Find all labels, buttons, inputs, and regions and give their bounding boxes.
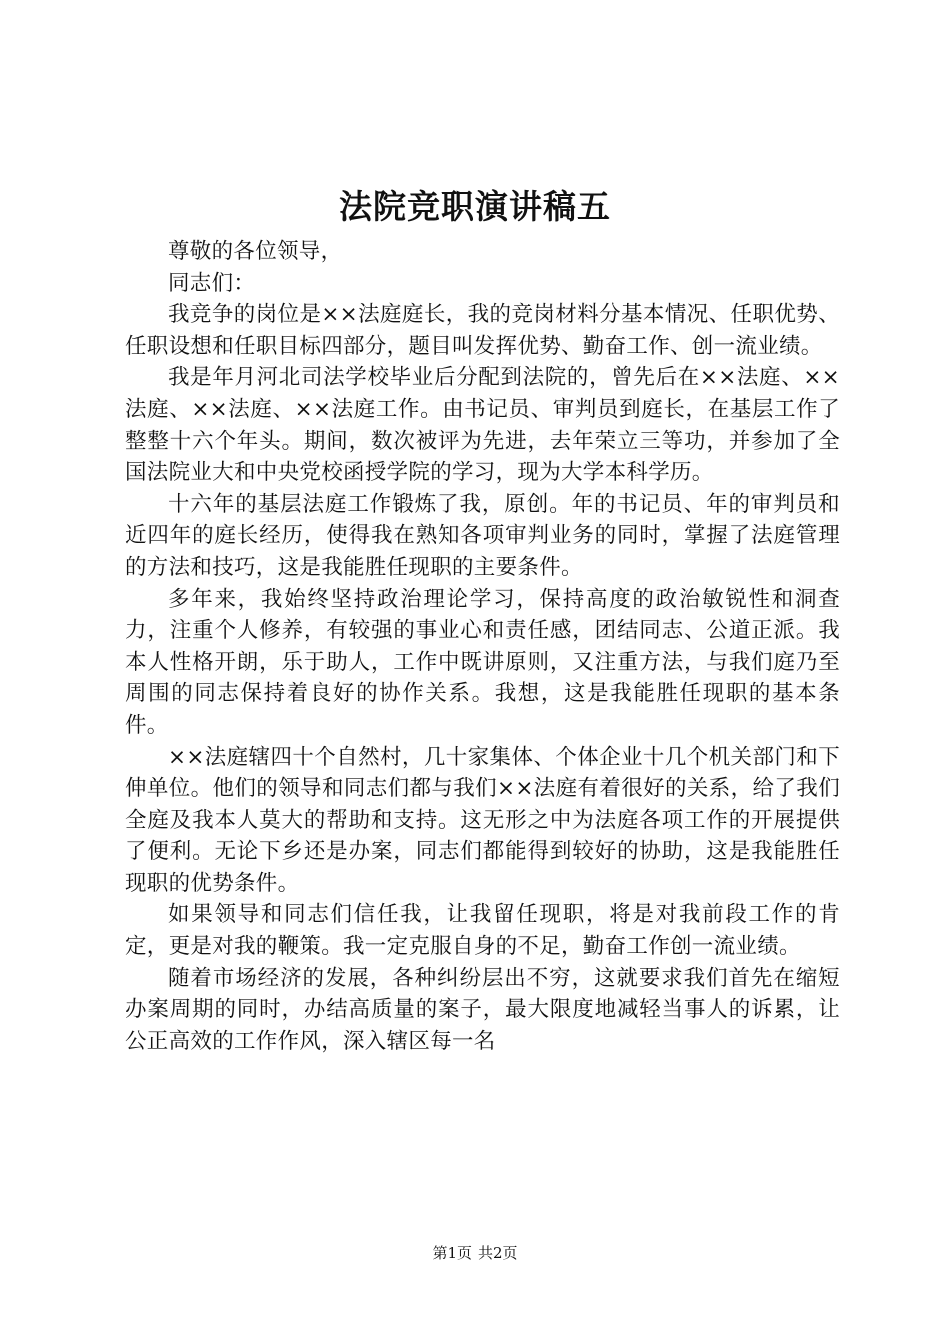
page-footer	[0, 1243, 950, 1263]
salutation-leaders: 尊敬的各位领导，	[168, 239, 343, 264]
paragraph-plans: 随着市场经济的发展，各种纠纷层出不穷，这就要求我们首先在缩短办案周期的同时，办结高质量的案子，最大限度地减轻当事人的诉累，让公正高效的工作作风，深入辖区每一名	[125, 965, 840, 1054]
document-body	[125, 236, 840, 1057]
page-number-current: 第1页	[432, 1244, 472, 1262]
salutation-comrades: 同志们：	[168, 270, 256, 296]
paragraph-position: 我竞争的岗位是××法庭庭长，我的竞岗材料分基本情况、任职优势、任职设想和任职目标四部分，题目叫发挥优势、勤奋工作、创一流业绩。	[125, 302, 840, 359]
paragraph-commitment: 如果领导和同志们信任我，让我留任现职，将是对我前段工作的肯定，更是对我的鞭策。我一定克服自身的不足，勤奋工作创一流业绩。	[125, 902, 840, 960]
paragraph-experience: 十六年的基层法庭工作锻炼了我，原创。年的书记员、年的审判员和近四年的庭长经历，使得我在熟知各项审判业务的同时，掌握了法庭管理的方法和技巧，这是我能胜任现职的主要条件。	[125, 491, 840, 580]
paragraph-background: 我是年月河北司法学校毕业后分配到法院的，曾先后在××法庭、××法庭、××法庭、××法庭工作。由书记员、审判员到庭长，在基层工作了整整十六个年头。期间，数次被评为先进，去年荣立三等功，并参加了全国法院业大和中央党校函授学院的学习，现为大学本科学历。	[125, 365, 840, 486]
paragraph-character: 多年来，我始终坚持政治理论学习，保持高度的政治敏锐性和洞查力，注重个人修养，有较强的事业心和责任感，团结同志、公道正派。我本人性格开朗，乐于助人，工作中既讲原则，又注重方法，与我们庭乃至周围的同志保持着良好的协作关系。我想，这是我能胜任现职的基本条件。	[125, 586, 840, 738]
paragraph-advantages: ××法庭辖四十个自然村，几十家集体、个体企业十几个机关部门和下伸单位。他们的领导和同志们都与我们××法庭有着很好的关系，给了我们全庭及我本人莫大的帮助和支持。这无形之中为法庭各项工作的开展提供了便利。无论下乡还是办案，同志们都能得到较好的协助，这是我能胜任现职的优势条件。	[125, 744, 840, 896]
document-title: 法院竞职演讲稿五	[339, 187, 611, 226]
page-number-total: 共2页	[478, 1244, 518, 1262]
